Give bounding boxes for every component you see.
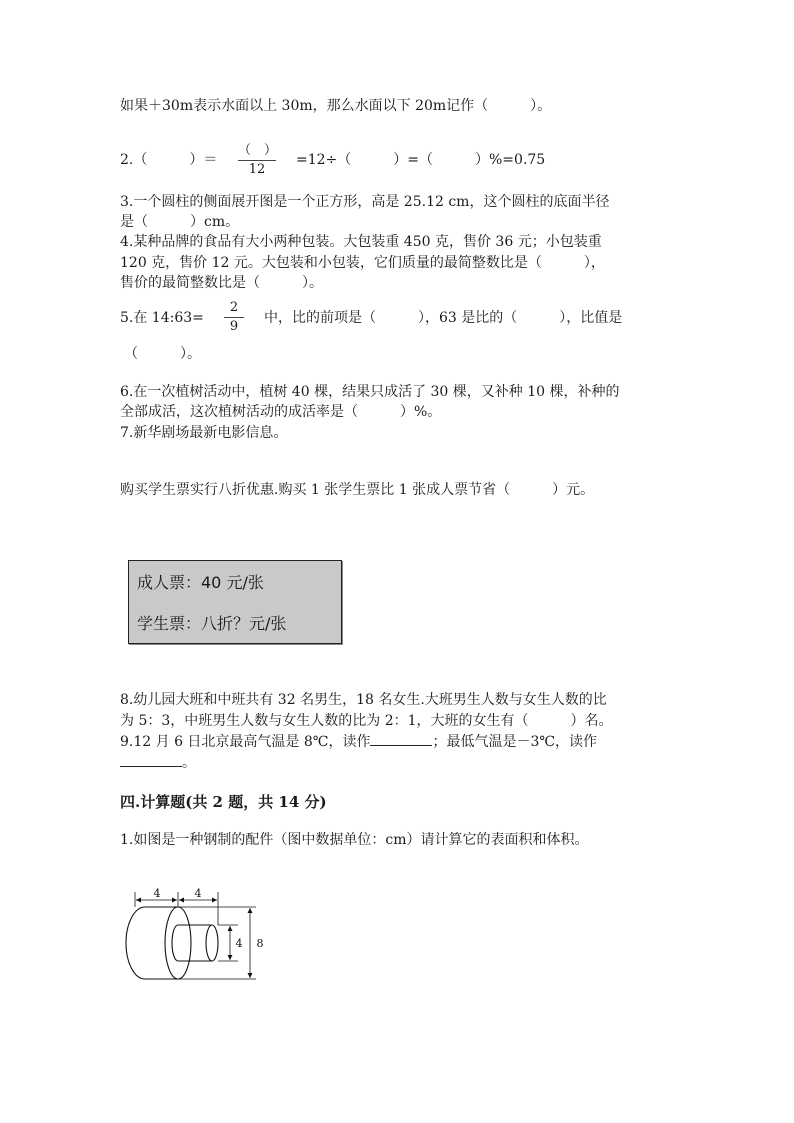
cylinder-part-figure (120, 884, 270, 984)
question-5-line-2: （ ）。 (124, 346, 201, 362)
question-9-text-a: 9.12 月 6 日北京最高气温是 8℃，读作 (120, 734, 371, 750)
section-4-title: 四.计算题(共 2 题，共 14 分) (120, 793, 327, 811)
fraction-numerator: （ ） (238, 143, 278, 158)
question-4-line-3: 售价的最简整数比是（ ）。 (120, 275, 323, 291)
question-3-line-1: 3.一个圆柱的侧面展开图是一个正方形，高是 25.12 cm，这个圆柱的底面半径 (120, 194, 610, 210)
question-8-line-2: 为 5：3，中班男生人数与女生人数的比为 2：1，大班的女生有（ ）名。 (120, 713, 613, 729)
question-6-line-1: 6.在一次植树活动中，植树 40 棵，结果只成活了 30 棵，又补种 10 棵，补种的 (120, 384, 620, 400)
fraction-denominator: 9 (229, 319, 239, 334)
question-2-fraction (238, 143, 276, 178)
question-4-line-2: 120 克，售价 12 元。大包装和小包装，它们质量的最简整数比是（ ）， (120, 255, 605, 271)
fraction-numerator: 2 (229, 300, 239, 315)
question-3-line-2: 是（ ）cm。 (120, 214, 240, 230)
ticket-student-price: 学生票：八折？元/张 (137, 614, 287, 633)
answer-blank[interactable] (370, 731, 432, 746)
inner-cylinder-right-face (206, 925, 218, 961)
fraction-denominator: 12 (248, 162, 266, 177)
question-5-part-b: 中，比的前项是（ ），63 是比的（ ），比值是 (264, 310, 623, 326)
question-1-text: 如果＋30m表示水面以上 30m，那么水面以下 20m记作（ ）。 (120, 98, 552, 114)
question-5-part-a: 5.在 14:63= (120, 310, 204, 326)
fraction-bar (238, 160, 276, 161)
answer-blank[interactable] (120, 752, 182, 767)
fraction-bar (224, 317, 244, 318)
question-9-text-b: ；最低气温是－3℃，读作 (432, 734, 598, 750)
label-width-2: 4 (194, 887, 202, 900)
question-9-line-1 (120, 731, 597, 752)
question-5-fraction (224, 300, 244, 335)
ticket-info-box (128, 560, 342, 644)
question-2-part-b: =12÷（ ）=（ ）%=0.75 (296, 152, 546, 168)
question-7-line-1: 7.新华剧场最新电影信息。 (120, 425, 288, 441)
label-width-1: 4 (153, 887, 161, 900)
label-outer-diameter: 8 (256, 937, 264, 950)
question-4-line-1: 4.某种品牌的食品有大小两种包装。大包装重 450 克，售价 36 元；小包装重 (120, 234, 602, 250)
question-8-line-1: 8.幼儿园大班和中班共有 32 名男生，18 名女生.大班男生人数与女生人数的比 (120, 692, 607, 708)
question-7-line-2: 购买学生票实行八折优惠.购买 1 张学生票比 1 张成人票节省（ ）元。 (120, 482, 595, 498)
question-2-part-a: 2.（ ）＝ (120, 152, 218, 168)
outer-cylinder-left-arc (126, 907, 145, 979)
ticket-adult-price: 成人票：40 元/张 (137, 573, 264, 592)
question-6-line-2: 全部成活，这次植树活动的成活率是（ ）%。 (120, 404, 442, 420)
question-9-text-c: 。 (182, 755, 196, 771)
label-inner-diameter: 4 (235, 937, 243, 950)
section-4-question-1: 1.如图是一种钢制的配件（图中数据单位：cm）请计算它的表面积和体积。 (120, 832, 589, 848)
question-9-line-2 (120, 752, 196, 773)
